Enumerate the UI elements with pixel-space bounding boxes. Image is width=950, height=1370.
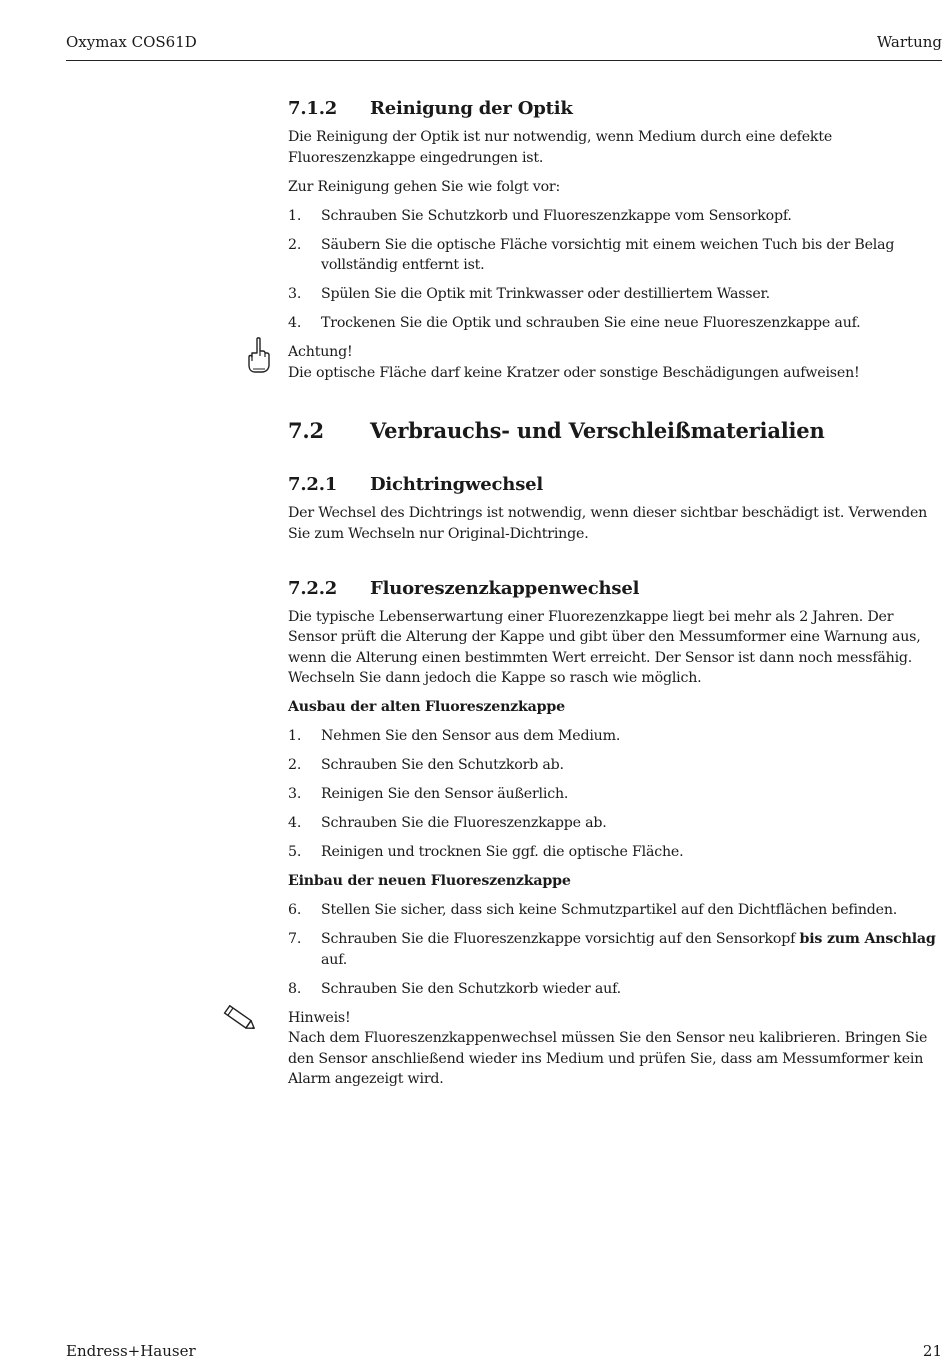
document-product-name: Oxymax COS61D	[66, 33, 197, 51]
list-item: 1. Schrauben Sie Schutzkorb und Fluoreszenzkappe vom Sensorkopf.	[288, 207, 792, 224]
list-item: 2. Schrauben Sie den Schutzkorb ab.	[288, 757, 564, 773]
pencil-icon	[220, 1002, 260, 1036]
cleaning-steps-list	[288, 206, 942, 334]
section-heading-7-2-1: 7.2.1 Dichtringwechsel	[288, 474, 544, 495]
hint-text: Nach dem Fluoreszenzkappenwechsel müssen Sie den Sensor neu kalibrieren. Bringen Sie den Sensor anschließend wieder ins Medium und prüfen Sie, dass am Messumformer kein Alarm angezeigt wird.	[288, 1030, 928, 1087]
list-item: 4. Schrauben Sie die Fluoreszenzkappe ab.	[288, 815, 607, 831]
caution-title: Achtung!	[288, 344, 353, 360]
pointing-hand-icon	[242, 336, 276, 376]
page-header	[66, 33, 942, 61]
page-number: 21	[922, 1342, 942, 1360]
caution-text: Die optische Fläche darf keine Kratzer oder sonstige Beschädigungen aufweisen!	[288, 364, 860, 381]
list-item: 3. Reinigen Sie den Sensor äußerlich.	[288, 786, 569, 802]
subheading-installation: Einbau der neuen Fluoreszenzkappe	[288, 873, 571, 889]
hint-title: Hinweis!	[288, 1009, 351, 1026]
list-item: 4. Trockenen Sie die Optik und schrauben Sie eine neue Fluoreszenzkappe auf.	[288, 315, 861, 331]
section-heading-7-2: 7.2 Verbrauchs- und Verschleißmaterialien	[288, 418, 825, 443]
list-item: 1. Nehmen Sie den Sensor aus dem Medium.	[288, 728, 621, 744]
paragraph: Zur Reinigung gehen Sie wie folgt vor:	[288, 178, 561, 195]
list-item: 5. Reinigen und trocknen Sie ggf. die optische Fläche.	[288, 844, 684, 860]
chapter-title: Wartung	[876, 33, 942, 51]
list-item: 2. Säubern Sie die optische Fläche vorsichtig mit einem weichen Tuch bis der Belag vollständig entfernt ist.	[288, 236, 895, 273]
section-heading-7-2-2: 7.2.2 Fluoreszenzkappenwechsel	[288, 577, 640, 599]
list-item: 3. Spülen Sie die Optik mit Trinkwasser oder destilliertem Wasser.	[288, 286, 770, 302]
hint-note	[288, 1008, 942, 1090]
list-item: 6. Stellen Sie sicher, dass sich keine Schmutzpartikel auf den Dichtflächen befinden.	[288, 902, 898, 918]
subheading-removal: Ausbau der alten Fluoreszenzkappe	[288, 699, 565, 715]
paragraph: Die Reinigung der Optik ist nur notwendig, wenn Medium durch eine defekte Fluoreszenzkappe eingedrungen ist.	[288, 129, 833, 166]
list-item: 8. Schrauben Sie den Schutzkorb wieder auf.	[288, 980, 621, 997]
paragraph: Die typische Lebenserwartung einer Fluorezenzkappe liegt bei mehr als 2 Jahren. Der Sensor prüft die Alterung der Kappe und gibt über den Messumformer eine Warnung aus, wenn die Alterung einen bestimmten Wert erreicht. Der Sensor ist dann noch messfähig. Wechseln Sie dann jedoch die Kappe so rasch wie möglich.	[288, 608, 921, 686]
section-heading-7-1-2: 7.1.2 Reinigung der Optik	[288, 98, 573, 119]
paragraph: Der Wechsel des Dichtrings ist notwendig, wenn dieser sichtbar beschädigt ist. Verwenden Sie zum Wechseln nur Original-Dichtringe.	[288, 505, 928, 542]
removal-steps-list	[288, 726, 942, 863]
emphasis-text: bis zum Anschlag	[799, 931, 936, 947]
company-name: Endress+Hauser	[66, 1342, 196, 1360]
caution-note	[288, 342, 942, 383]
page-content	[288, 96, 942, 1098]
list-item: 7. Schrauben Sie die Fluoreszenzkappe vorsichtig auf den Sensorkopf bis zum Anschlag auf.	[288, 931, 936, 968]
installation-steps-list	[288, 900, 942, 999]
